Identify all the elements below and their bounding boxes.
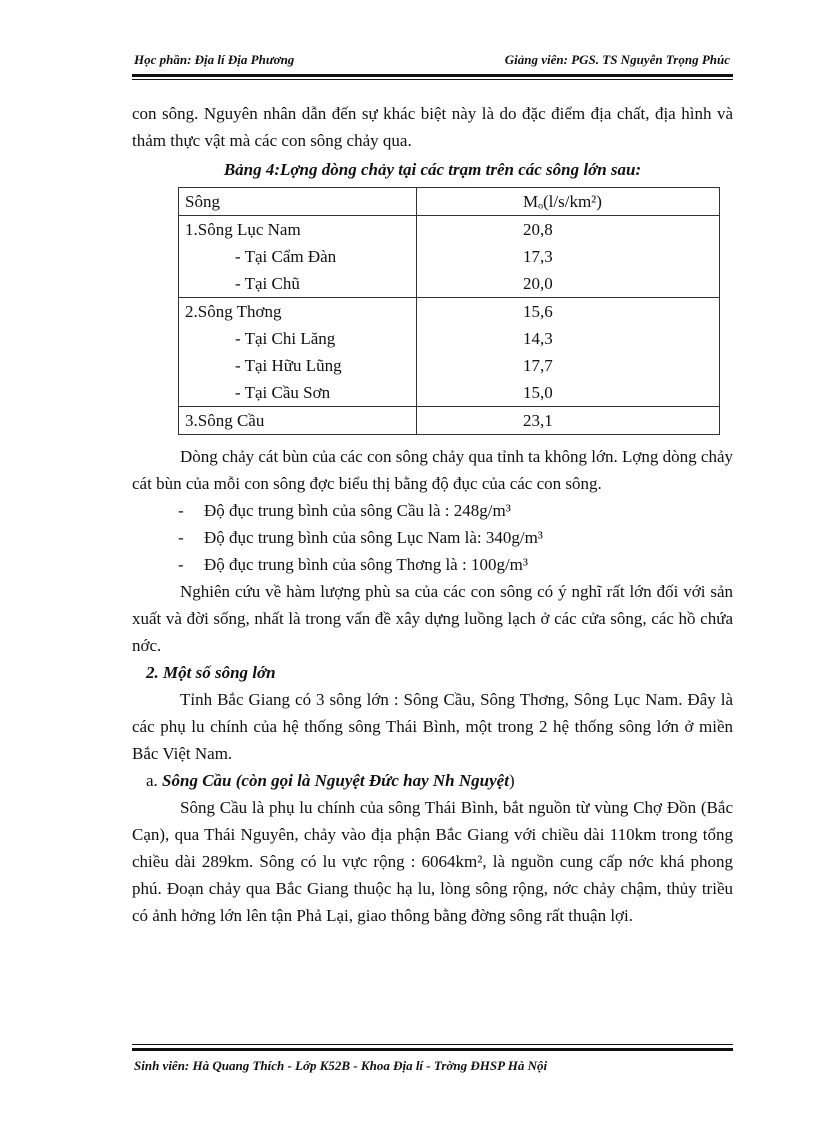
table-row (179, 298, 720, 326)
list-item (132, 551, 733, 578)
header-rule (132, 74, 733, 77)
river-name: 1.Sông Lục Nam (179, 216, 417, 244)
flow-value: 15,0 (417, 379, 720, 407)
col-header-flow: Mₒ(l/s/km²) (417, 188, 720, 216)
bullet-dash: - (178, 501, 184, 520)
table-row (179, 270, 720, 298)
footer-rule (132, 1048, 733, 1051)
page-header (132, 52, 732, 74)
flow-value: 17,3 (417, 243, 720, 270)
subsection-title: Sông Cầu (còn gọi là Nguyệt Đức hay Nh Nguyệt (162, 771, 509, 790)
subsection-suffix: ) (508, 771, 515, 790)
bullet-text: Độ đục trung bình của sông Cầu là : 248g/m³ (204, 501, 511, 520)
bullet-dash: - (178, 528, 184, 547)
station-name: - Tại Cầu Sơn (179, 379, 417, 407)
table-header-row (179, 188, 720, 216)
station-name: - Tại Chi Lăng (179, 325, 417, 352)
river-name: 3.Sông Cầu (179, 407, 417, 435)
bullet-text: Độ đục trung bình của sông Thơng là : 100g/m³ (204, 555, 528, 574)
station-name: - Tại Cẩm Đàn (179, 243, 417, 270)
flow-value: 14,3 (417, 325, 720, 352)
header-lecturer: Giảng viên: PGS. TS Nguyễn Trọng Phúc (504, 52, 730, 67)
page-footer: Sinh viên: Hà Quang Thích - Lớp K52B - Khoa Địa lí - Trờng ĐHSP Hà Nội (134, 1058, 548, 1073)
station-name: - Tại Chũ (179, 270, 417, 298)
bullet-dash: - (178, 555, 184, 574)
flow-table (178, 187, 720, 435)
station-name: - Tại Hữu Lũng (179, 352, 417, 379)
flow-value: 20,0 (417, 270, 720, 298)
table-row (179, 407, 720, 435)
list-item (132, 524, 733, 551)
footer-rule-thin (132, 1044, 733, 1045)
list-item (132, 497, 733, 524)
col-header-river: Sông (179, 188, 417, 216)
flow-value: 23,1 (417, 407, 720, 435)
table-row (179, 379, 720, 407)
research-paragraph: Nghiên cứu về hàm lượng phù sa của các con sông có ý nghĩ rất lớn đối với sản xuất và đời sống, nhất là trong vấn đề xây dựng luồng lạch ở các cửa sông, các hồ chứa nớc. (132, 582, 733, 655)
bullet-text: Độ đục trung bình của sông Lục Nam là: 340g/m³ (204, 528, 543, 547)
header-course: Học phần: Địa lí Địa Phương (134, 52, 295, 67)
sediment-paragraph: Dòng chảy cát bùn của các con sông chảy qua tỉnh ta không lớn. Lợng dòng chảy cát bùn của mỗi con sông đợc biểu thị bằng độ đục của các con sông. (132, 447, 733, 493)
page-content (132, 100, 733, 929)
flow-value: 20,8 (417, 216, 720, 244)
rivers-paragraph: Tỉnh Bắc Giang có 3 sông lớn : Sông Cầu, Sông Thơng, Sông Lục Nam. Đây là các phụ lu chính của hệ thống sông Thái Bình, một trong 2 hệ thống sông lớn ở miền Bắc Việt Nam. (132, 690, 733, 763)
song-cau-paragraph: Sông Cầu là phụ lu chính của sông Thái Bình, bắt nguồn từ vùng Chợ Đồn (Bắc Cạn), qua Thái Nguyên, chảy vào địa phận Bắc Giang với chiều dài 110km trong tổng chiều dài 289km. Sông có lu vực rộng : 6064km², là nguồn cung cấp nớc khá phong phú. Đoạn chảy qua Bắc Giang thuộc hạ lu, lòng sông rộng, nớc chảy chậm, thủy triều có ảnh hởng lớn lên tận Phả Lại, giao thông bằng đờng sông rất thuận lợi. (132, 798, 733, 925)
flow-value: 17,7 (417, 352, 720, 379)
table-row (179, 243, 720, 270)
header-rule-thin (132, 79, 733, 80)
river-name: 2.Sông Thơng (179, 298, 417, 326)
table-row (179, 216, 720, 244)
table-caption: Bảng 4:Lợng dòng chảy tại các trạm trên các sông lớn sau: (223, 160, 642, 179)
section-heading: 2. Một số sông lớn (146, 663, 276, 682)
flow-value: 15,6 (417, 298, 720, 326)
intro-paragraph: con sông. Nguyên nhân dẫn đến sự khác biệt này là do đặc điểm địa chất, địa hình và thảm thực vật mà các con sông chảy qua. (132, 104, 733, 150)
table-row (179, 325, 720, 352)
subsection-prefix: a. (146, 771, 163, 790)
subsection-heading (132, 767, 733, 794)
table-row (179, 352, 720, 379)
